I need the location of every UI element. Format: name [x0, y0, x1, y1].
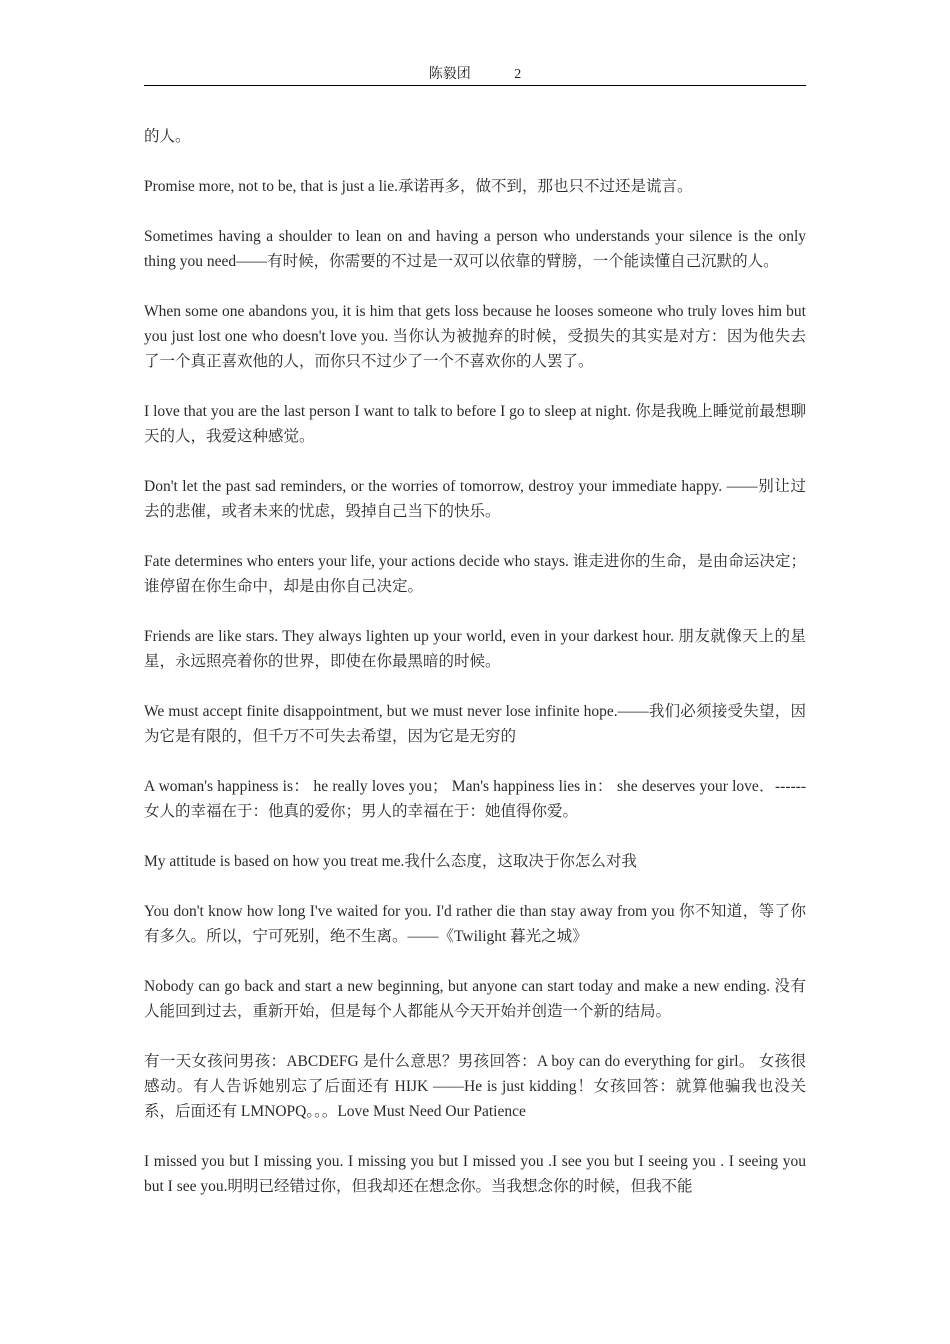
paragraph: I love that you are the last person I want to talk to before I go to sleep at night. 你是我晚上睡觉前最想聊天的人，我爱这种感觉。 — [144, 403, 806, 445]
paragraph: 有一天女孩问男孩：ABCDEFG 是什么意思？男孩回答：A boy can do everything for girl。 女孩很感动。有人告诉她别忘了后面还有 HIJK ——He is just kidding！女孩回答：就算他骗我也没关系，后面还有 LMNOPQ。。。Love Must Need Our Patience — [144, 1053, 806, 1120]
page-header — [144, 66, 806, 86]
paragraph: I missed you but I missing you. I missing you but I missed you .I see you but I seeing you . I seeing you but I see you.明明已经错过你，但我却还在想念你。当我想念你的时候，但我不能 — [144, 1153, 806, 1195]
document-body — [144, 124, 806, 1224]
paragraph: Promise more, not to be, that is just a lie.承诺再多，做不到，那也只不过还是谎言。 — [144, 178, 693, 195]
header-page-number: 2 — [514, 67, 522, 82]
paragraph: You don't know how long I've waited for you. I'd rather die than stay away from you 你不知道，等了你有多久。所以，宁可死别，绝不生离。——《Twilight 暮光之城》 — [144, 903, 806, 945]
paragraph: 的人。 — [144, 128, 191, 145]
paragraph: Sometimes having a shoulder to lean on and having a person who understands your silence is the only thing you need——有时候，你需要的不过是一双可以依靠的臂膀，一个能读懂自己沉默的人。 — [144, 228, 806, 270]
header-author: 陈毅团 — [428, 67, 471, 82]
paragraph: Nobody can go back and start a new beginning, but anyone can start today and make a new ending. 没有人能回到过去，重新开始，但是每个人都能从今天开始并创造一个新的结局。 — [144, 978, 806, 1020]
paragraph: Fate determines who enters your life, your actions decide who stays. 谁走进你的生命，是由命运决定；谁停留在你生命中，却是由你自己决定。 — [144, 553, 806, 595]
paragraph: Don't let the past sad reminders, or the worries of tomorrow, destroy your immediate happy. ——别让过去的悲催，或者未来的忧虑，毁掉自己当下的快乐。 — [144, 478, 806, 520]
paragraph: When some one abandons you, it is him that gets loss because he looses someone who truly loves him but you just lost one who doesn't love you. 当你认为被抛弃的时候，受损失的其实是对方：因为他失去了一个真正喜欢他的人，而你只不过少了一个不喜欢你的人罢了。 — [144, 303, 806, 370]
paragraph: A woman's happiness is： he really loves you； Man's happiness lies in： she deserves your love．------ 女人的幸福在于：他真的爱你；男人的幸福在于：她值得你爱。 — [144, 778, 806, 820]
paragraph: Friends are like stars. They always lighten up your world, even in your darkest hour. 朋友就像天上的星星，永远照亮着你的世界，即使在你最黑暗的时候。 — [144, 628, 806, 670]
paragraph: We must accept finite disappointment, but we must never lose infinite hope.——我们必须接受失望，因为它是有限的，但千万不可失去希望，因为它是无穷的 — [144, 703, 806, 745]
paragraph: My attitude is based on how you treat me.我什么态度，这取决于你怎么对我 — [144, 853, 637, 870]
